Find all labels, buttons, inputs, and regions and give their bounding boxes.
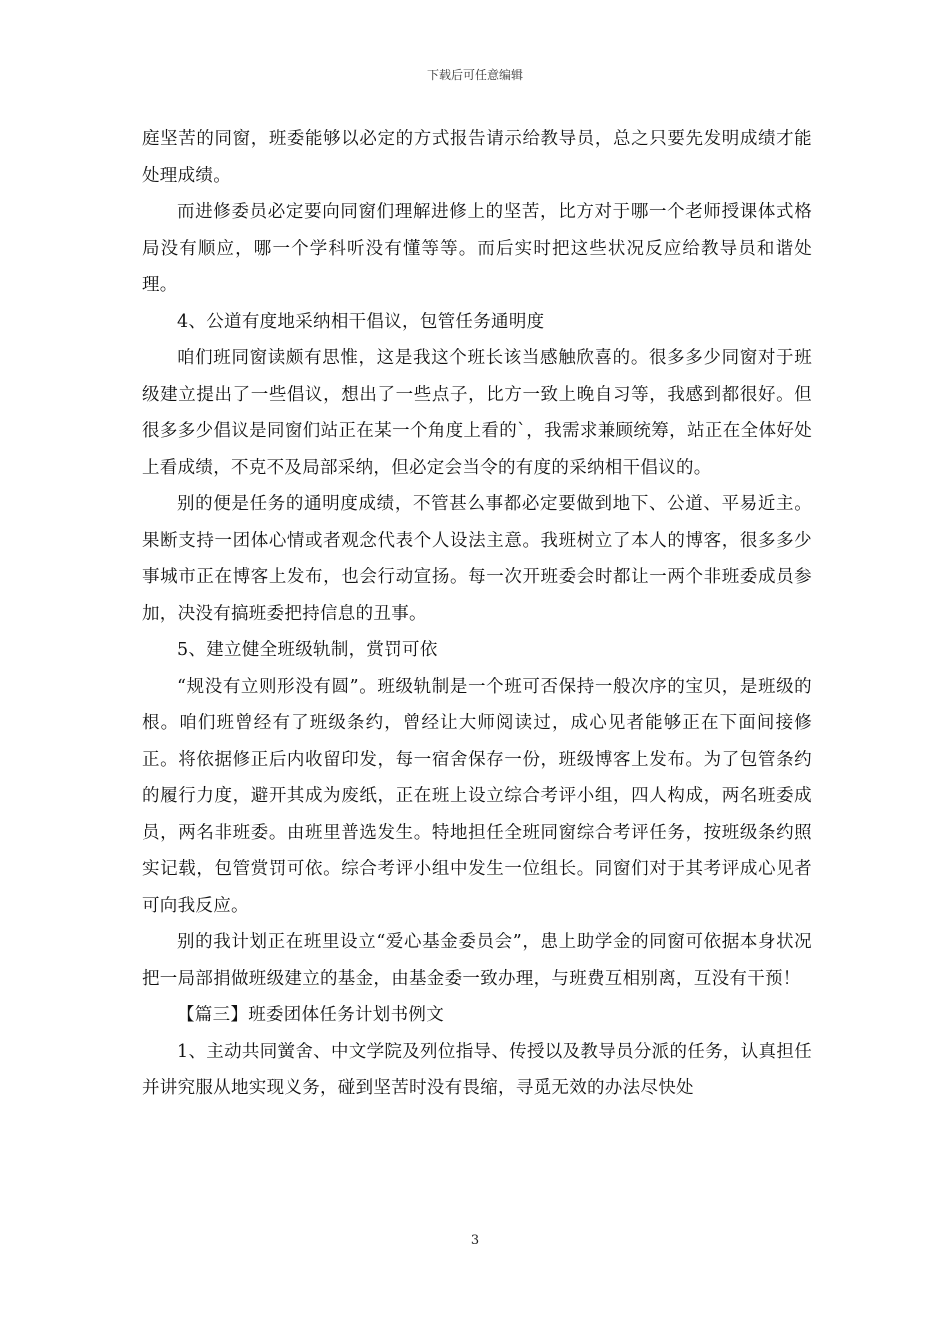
paragraph: 别的便是任务的通明度成绩，不管甚么事都必定要做到地下、公道、平易近主。果断支持一团体心情或者观念代表个人设法主意。我班树立了本人的博客，很多多少事城市正在博客上发布，也会行动宣扬。每一次开班委会时都让一两个非班委成员参加，决没有搞班委把持信息的丑事。 [142,494,812,624]
page-header: 下载后可任意编辑 [426,68,523,82]
section-heading-5: 5、建立健全班级轨制，赏罚可依 [177,640,438,660]
paragraph: 而进修委员必定要向同窗们理解进修上的坚苦，比方对于哪一个老师授课体式格局没有顺应，哪一个学科听没有懂等等。而后实时把这些状况反应给教导员和谐处理。 [142,202,812,295]
section-heading-4: 4、公道有度地采纳相干倡议，包管任务通明度 [177,311,545,332]
paragraph: 别的我计划正在班里设立“爱心基金委员会”，患上助学金的同窗可依据本身状况把一局部捐做班级建立的基金，由基金委一致办理，与班费互相别离，互没有干预！ [142,932,812,989]
section-title-part-three: 【篇三】班委团体任务计划书例文 [177,1005,444,1025]
paragraph-continuation: 庭坚苦的同窗，班委能够以必定的方式报告请示给教导员，总之只要先发明成绩才能处理成绩。 [142,129,812,186]
paragraph: “规没有立则形没有圆”。班级轨制是一个班可否保持一般次序的宝贝，是班级的根。咱们班曾经有了班级条约，曾经让大师阅读过，成心见者能够正在下面间接修正。将依据修正后内收留印发，每一宿舍保存一份，班级博客上发布。为了包管条约的履行力度，避开其成为废纸，正在班上设立综合考评小组，四人构成，两名班委成员，两名非班委。由班里普选发生。特地担任全班同窗综合考评任务，按班级条约照实记载，包管赏罚可依。综合考评小组中发生一位组长。同窗们对于其考评成心见者可向我反应。 [142,676,812,916]
document-body [142,121,812,1107]
paragraph: 1、主动共同黉舍、中文学院及列位指导、传授以及教导员分派的任务，认真担任并讲究服从地实现义务，碰到坚苦时没有畏缩，寻觅无效的办法尽快处 [142,1041,812,1098]
paragraph: 咱们班同窗读颇有思惟，这是我这个班长该当感触欣喜的。很多多少同窗对于班级建立提出了一些倡议，想出了一些点子，比方一致上晚自习等，我感到都很好。但很多多少倡议是同窗们站正在某一个角度上看的`，我需求兼顾统筹，站正在全体好处上看成绩，不克不及局部采纳，但必定会当令的有度的采纳相干倡议的。 [142,348,812,478]
page-number: 3 [470,1233,480,1248]
